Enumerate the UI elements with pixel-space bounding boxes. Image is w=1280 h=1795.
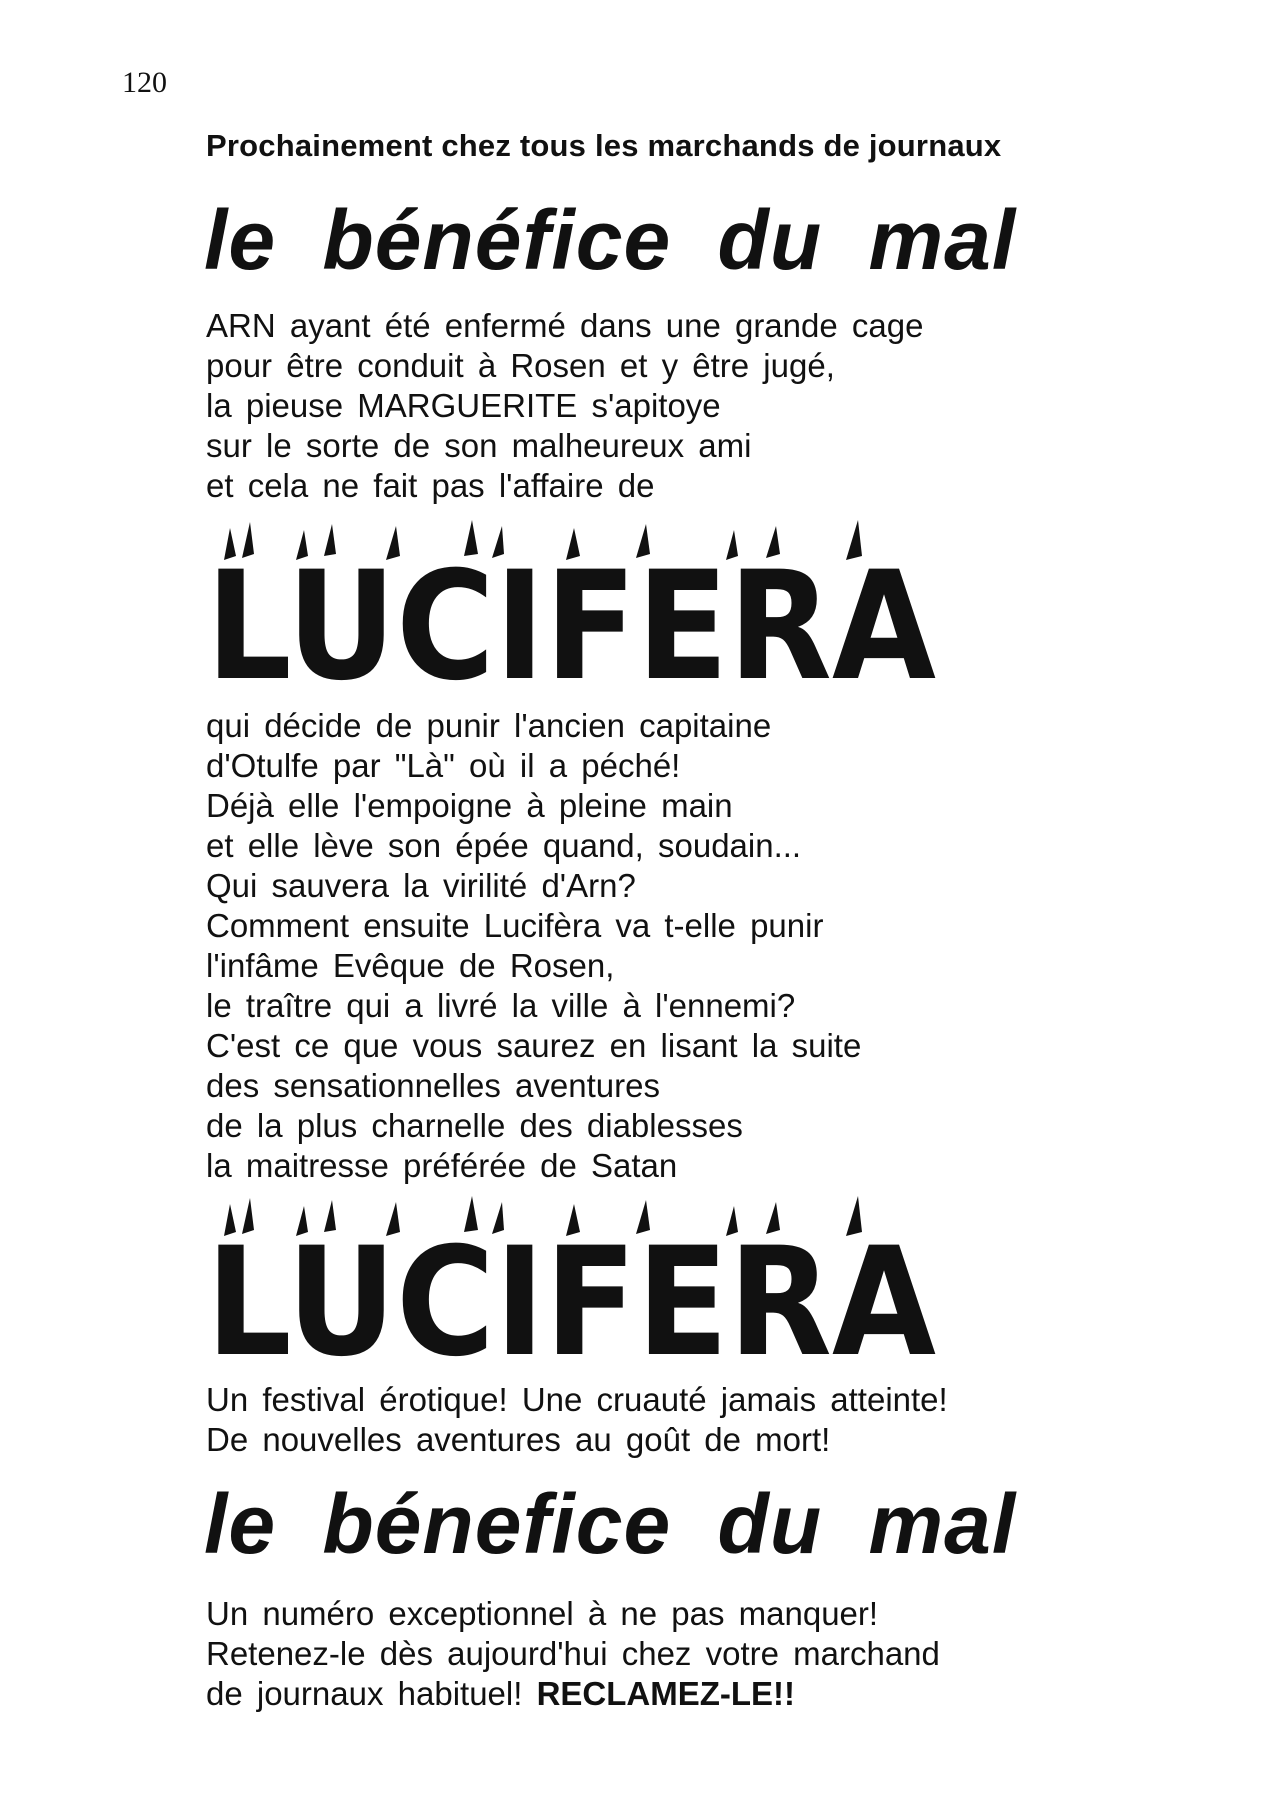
story-line: Comment ensuite Lucifèra va t-elle punir xyxy=(206,907,824,944)
closing-line-last xyxy=(206,1674,940,1714)
intro-paragraph xyxy=(206,306,923,506)
story-line: et elle lève son épée quand, soudain... xyxy=(206,827,802,864)
story-line: l'infâme Evêque de Rosen, xyxy=(206,947,615,984)
lucifera-flame-logo-2 xyxy=(206,1196,946,1366)
call-to-action: RECLAMEZ-LE!! xyxy=(536,1675,796,1712)
logo-text: LUCIFERA xyxy=(206,1216,936,1366)
festival-line: Un festival érotique! Une cruauté jamais atteinte! xyxy=(206,1381,948,1418)
story-line: des sensationnelles aventures xyxy=(206,1067,660,1104)
closing-line: Un numéro exceptionnel à ne pas manquer! xyxy=(206,1595,879,1632)
story-line: C'est ce que vous saurez en lisant la suite xyxy=(206,1027,862,1064)
story-line: le traître qui a livré la ville à l'ennemi? xyxy=(206,987,796,1024)
page-number: 120 xyxy=(122,66,167,99)
story-line: de la plus charnelle des diablesses xyxy=(206,1107,743,1144)
story-line: Déjà elle l'empoigne à pleine main xyxy=(206,787,733,824)
intro-line: pour être conduit à Rosen et y être jugé, xyxy=(206,347,835,384)
intro-line: et cela ne fait pas l'affaire de xyxy=(206,467,655,504)
intro-line: la pieuse MARGUERITE s'apitoye xyxy=(206,387,721,424)
kicker-headline: Prochainement chez tous les marchands de journaux xyxy=(206,128,1002,163)
festival-line: De nouvelles aventures au goût de mort! xyxy=(206,1421,831,1458)
logo-text: LUCIFERA xyxy=(206,540,936,690)
festival-paragraph xyxy=(206,1380,948,1460)
title-top: le bénéfice du mal xyxy=(204,193,1017,287)
story-line: d'Otulfe par "Là" où il a péché! xyxy=(206,747,681,784)
story-line: la maitresse préférée de Satan xyxy=(206,1147,678,1184)
closing-line: Retenez-le dès aujourd'hui chez votre marchand xyxy=(206,1635,940,1672)
title-bottom: le bénefice du mal xyxy=(204,1477,1017,1571)
closing-paragraph xyxy=(206,1594,940,1714)
lucifera-flame-logo-1 xyxy=(206,520,946,690)
story-paragraph xyxy=(206,706,861,1186)
intro-line: ARN ayant été enfermé dans une grande cage xyxy=(206,307,924,344)
closing-text: de journaux habituel! xyxy=(206,1675,523,1712)
story-line: Qui sauvera la virilité d'Arn? xyxy=(206,867,636,904)
story-line: qui décide de punir l'ancien capitaine xyxy=(206,707,772,744)
intro-line: sur le sorte de son malheureux ami xyxy=(206,427,752,464)
